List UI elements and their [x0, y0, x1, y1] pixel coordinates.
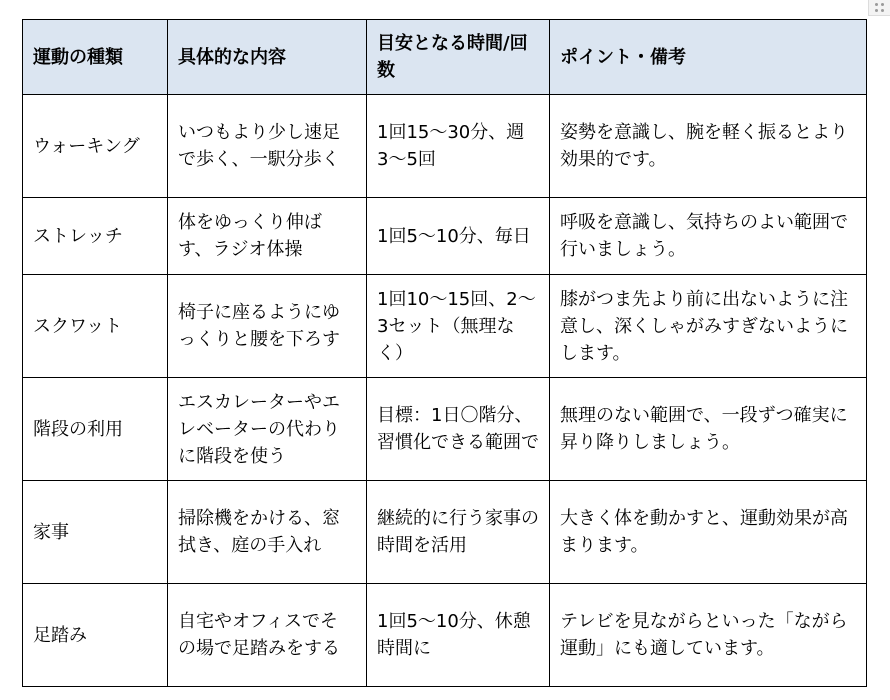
cell-points: 姿勢を意識し、腕を軽く振るとより効果的です。	[550, 95, 867, 198]
cell-content: 体をゆっくり伸ばす、ラジオ体操	[168, 198, 367, 275]
table-row	[23, 198, 867, 275]
exercise-table	[22, 19, 867, 687]
cell-points: テレビを見ながらといった「ながら運動」にも適しています。	[550, 584, 867, 687]
header-cell-points: ポイント・備考	[550, 20, 867, 95]
table-row	[23, 378, 867, 481]
cell-exercise-type: 足踏み	[23, 584, 168, 687]
header-cell-target-time: 目安となる時間/回数	[367, 20, 550, 95]
cell-points: 大きく体を動かすと、運動効果が高まります。	[550, 481, 867, 584]
table-row	[23, 275, 867, 378]
cell-points: 膝がつま先より前に出ないように注意し、深くしゃがみすぎないようにします。	[550, 275, 867, 378]
header-cell-exercise-type: 運動の種類	[23, 20, 168, 95]
cell-target-time: 1回10〜15回、2〜3セット（無理なく）	[367, 275, 550, 378]
table-row	[23, 481, 867, 584]
cell-target-time: 1回5〜10分、休憩時間に	[367, 584, 550, 687]
table-row	[23, 584, 867, 687]
cell-content: エスカレーターやエレベーターの代わりに階段を使う	[168, 378, 367, 481]
cell-target-time: 目標：1日〇階分、習慣化できる範囲で	[367, 378, 550, 481]
cell-exercise-type: 階段の利用	[23, 378, 168, 481]
cell-content: 椅子に座るようにゆっくりと腰を下ろす	[168, 275, 367, 378]
cell-content: 自宅やオフィスでその場で足踏みをする	[168, 584, 367, 687]
cell-points: 無理のない範囲で、一段ずつ確実に昇り降りしましょう。	[550, 378, 867, 481]
cell-exercise-type: スクワット	[23, 275, 168, 378]
cell-content: 掃除機をかける、窓拭き、庭の手入れ	[168, 481, 367, 584]
cell-target-time: 継続的に行う家事の時間を活用	[367, 481, 550, 584]
cell-target-time: 1回15〜30分、週3〜5回	[367, 95, 550, 198]
header-cell-content: 具体的な内容	[168, 20, 367, 95]
cell-content: いつもより少し速足で歩く、一駅分歩く	[168, 95, 367, 198]
cell-exercise-type: ストレッチ	[23, 198, 168, 275]
drag-handle-icon[interactable]	[868, 0, 890, 16]
table-header-row	[23, 20, 867, 95]
cell-exercise-type: ウォーキング	[23, 95, 168, 198]
cell-exercise-type: 家事	[23, 481, 168, 584]
cell-target-time: 1回5〜10分、毎日	[367, 198, 550, 275]
cell-points: 呼吸を意識し、気持ちのよい範囲で行いましょう。	[550, 198, 867, 275]
table-row	[23, 95, 867, 198]
